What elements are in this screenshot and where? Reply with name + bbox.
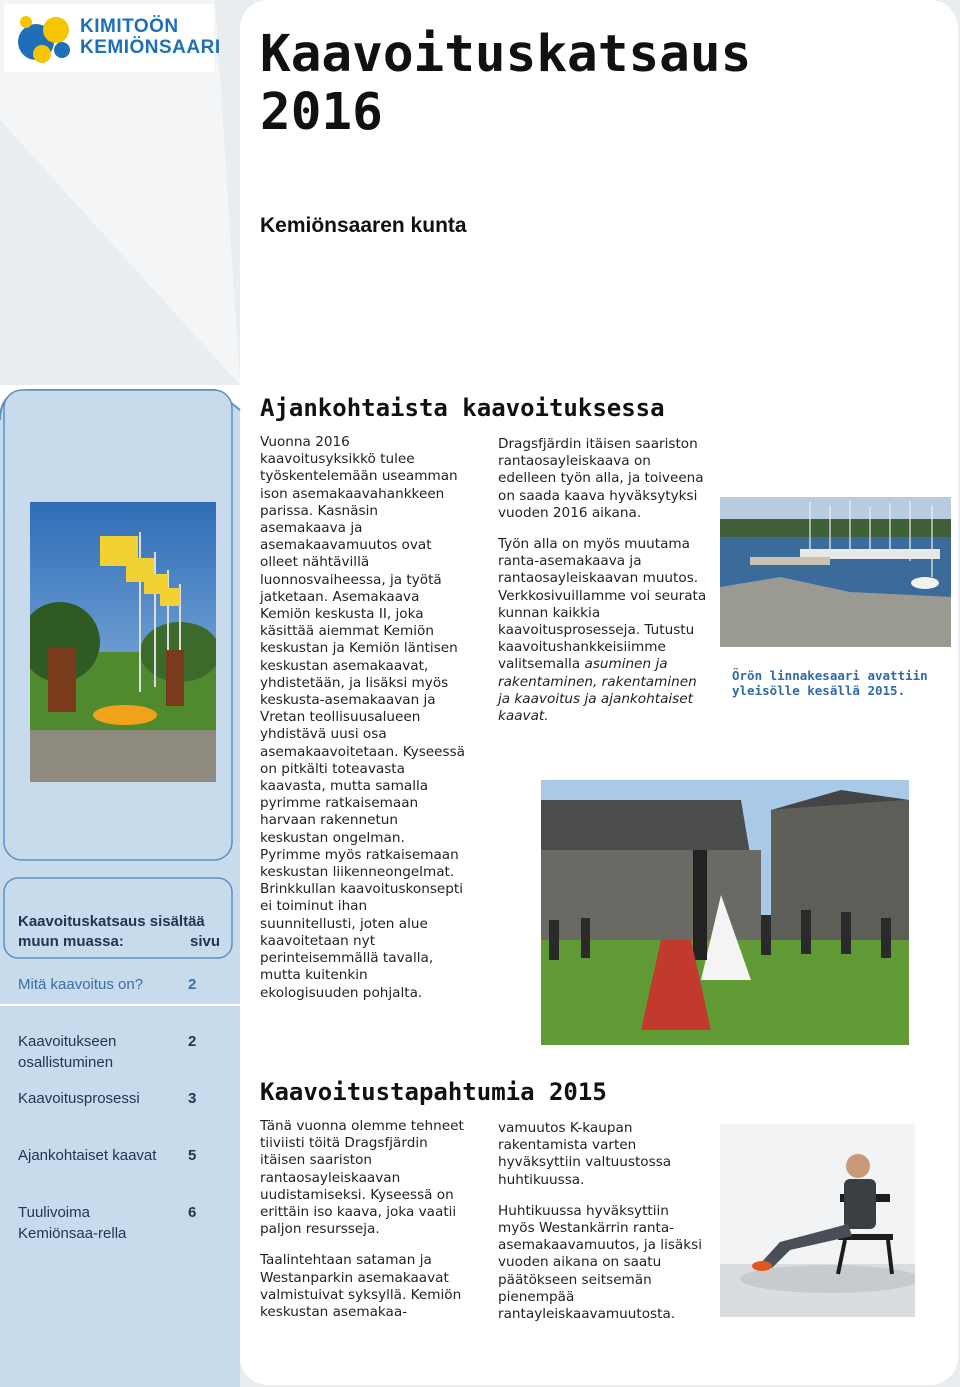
toc-heading-line1: Kaavoituskatsaus sisältää — [18, 913, 205, 930]
municipality-logo — [4, 4, 221, 72]
section1-column2 — [498, 436, 708, 739]
toc-item-page: 6 — [188, 1204, 197, 1221]
page-title — [260, 26, 751, 142]
toc-item-page: 2 — [188, 976, 197, 993]
toc-item-label: Tuulivoima Kemiönsaa-rella — [18, 1204, 127, 1242]
bench-photo — [720, 1124, 915, 1317]
section2-column2 — [498, 1120, 706, 1337]
section2-col1-paragraph2: Taalintehtaan sataman ja Westanparkin asemakaavat valmistuivat syksyllä. Kemiön keskustan asemakaa- — [260, 1252, 462, 1321]
logo-mark-icon — [12, 8, 82, 72]
toc-item-page: 3 — [188, 1090, 197, 1107]
toc-item-label: Kaavoitukseen osallistuminen — [18, 1033, 117, 1071]
section2-col1-paragraph1: Tänä vuonna olemme tehneet tiiviisti töitä Dragsfjärdin itäisen saariston rantaosayleiskaavan uudistamiseksi. Kyseessä on erittäin iso kaava, joka vaatii paljon resursseja. — [260, 1118, 464, 1238]
section-heading-kaavoitustapahtumia: Kaavoitustapahtumia 2015 — [260, 1078, 607, 1106]
website-navigation-path: asuminen ja rakentaminen, rakentaminen ja kaavoitus ja ajankohtaiset kaavat. — [498, 656, 697, 725]
section1-col2-paragraph2 — [498, 536, 708, 725]
toc-item-page: 5 — [188, 1147, 197, 1164]
section2-column1 — [260, 1118, 468, 1335]
section1-column1 — [260, 434, 466, 1016]
toc-item-page: 2 — [188, 1033, 197, 1050]
page-subtitle: Kemiönsaaren kunta — [260, 214, 467, 237]
toc-item-ajankohtaiset-kaavat[interactable] — [18, 1145, 214, 1166]
toc-item-label: Kaavoitusprosessi — [18, 1090, 140, 1107]
harbor-photo — [720, 497, 951, 647]
logo-text-line1: KIMITOÖN — [80, 16, 179, 37]
section1-col2-paragraph2-text: Työn alla on myös muutama ranta-asemakaava ja rantaosayleiskaavan muutos. Verkkosivuillamme voi seurata kunnan kaikkia kaavoitusprosesseja. Tutustu kaavoitushankkeisiimme valitsemalla — [498, 536, 707, 673]
logo-text-line2: KEMIÖNSAARI — [80, 37, 221, 58]
section2-col2-paragraph1: vamuutos K-kaupan rakentamista varten hyväksyttiin valtuustossa huhtikuussa. — [498, 1120, 672, 1188]
toc-heading-line2: muun muassa: — [18, 933, 124, 950]
harbor-photo-caption: Örön linnakesaari avattiin yleisölle kesällä 2015. — [732, 668, 928, 698]
toc-item-label: Ajankohtaiset kaavat — [18, 1147, 157, 1164]
section1-col2-paragraph1: Dragsfjärdin itäisen saariston rantaosayleiskaava on edelleen työn alla, ja toiveena on saada kaava hyväksytyksi vuoden 2016 aikana. — [498, 436, 704, 521]
festival-photo — [541, 780, 909, 1045]
toc-item-kaavoitukseen-osallistuminen[interactable] — [18, 1031, 214, 1073]
toc-item-tuulivoima[interactable] — [18, 1202, 214, 1244]
title-line-1: Kaavoituskatsaus — [260, 25, 752, 84]
section-heading-ajankohtaista: Ajankohtaista kaavoituksessa — [260, 394, 665, 422]
section2-col2-paragraph2: Huhtikuussa hyväksyttiin myös Westankärrin ranta-asemakaavamuutos, ja lisäksi vuoden aikana on saatu päätökseen seitsemän pienempää rantayleiskaavamuutosta. — [498, 1202, 702, 1323]
toc-heading — [18, 912, 228, 952]
toc-item-kaavoitusprosessi[interactable] — [18, 1088, 214, 1109]
title-line-2: 2016 — [260, 83, 383, 142]
toc-page-column-heading: sivu — [190, 933, 221, 950]
flags-photo — [30, 502, 216, 782]
toc-item-mita-kaavoitus-on[interactable] — [18, 974, 214, 995]
section1-col1-paragraph: Vuonna 2016 kaavoitusyksikkö tulee työskentelemään useamman ison asemakaavahankkeen parissa. Kasnäsin asemakaava ja asemakaavamuutos ovat olleet nähtävillä luonnosvaiheessa, ja työtä jatketaan. Asemakaava Kemiön keskusta II, joka käsittää aiemmat Kemiön keskustan ja Kemiön läntisen keskustan asemakaavat, yhdistetään, ja lisäksi myös keskusta-asemakaavan ja Vretan teollisuusalueen yhdistävä uusi osa asemakaavoitetaan. Kyseessä on pitkälti toteavasta kaavasta, mutta samalla pyrimme ratkaisemaan harvaan rakennetun keskustan ongelman. Pyrimme myös ratkaisemaan keskustan liikenneongelmat. Brinkkullan kaavoituskonsepti ei toiminut ihan suunnitellusti, joten alue kaavoitetaan nyt perinteisemmällä tavalla, mutta kuitenkin ekologisuuden pohjalta. — [260, 434, 465, 1001]
toc-item-label: Mitä kaavoitus on? — [18, 976, 144, 993]
